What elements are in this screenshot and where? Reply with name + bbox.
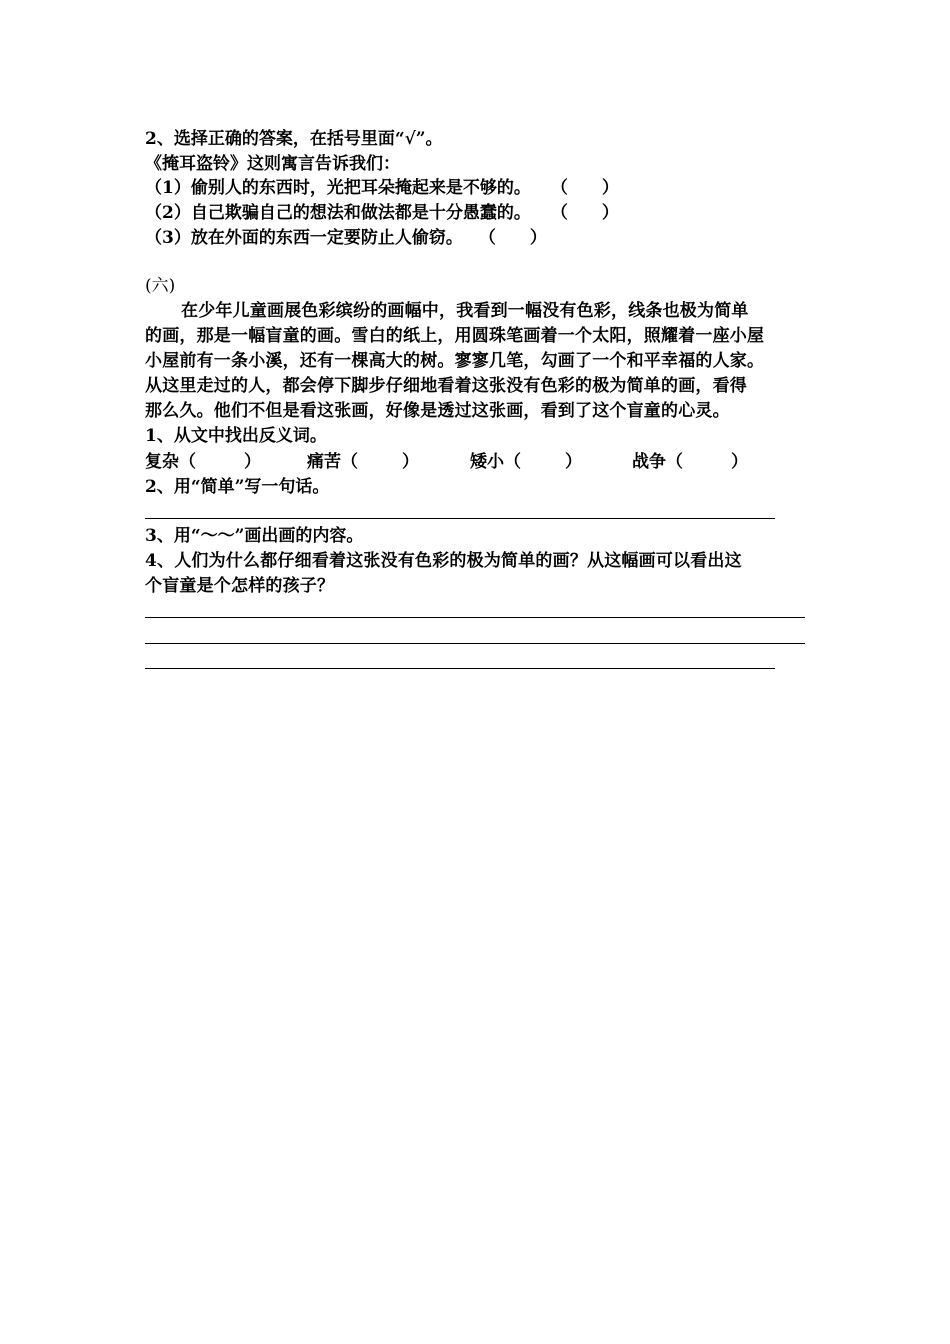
- option-2-paren[interactable]: （ ）: [550, 203, 619, 223]
- antonym-paren-close[interactable]: ）: [731, 452, 748, 472]
- antonym-item: [145, 451, 261, 473]
- passage-line-1: 在少年儿童画展色彩缤纷的画幅中，我看到一幅没有色彩，线条也极为简单: [181, 301, 749, 321]
- antonym-paren-open[interactable]: （: [504, 452, 521, 472]
- option-3: [145, 227, 547, 249]
- antonym-item: [307, 451, 419, 473]
- option-3-text: （3）放在外面的东西一定要防止人偷窃。: [145, 228, 463, 248]
- antonym-paren-close[interactable]: ）: [402, 452, 419, 472]
- antonym-word: 战争: [632, 452, 666, 472]
- option-2-text: （2）自己欺骗自己的想法和做法都是十分愚蠢的。: [145, 203, 531, 223]
- fable-line: 《掩耳盗铃》这则寓言告诉我们：: [145, 154, 400, 174]
- option-1-text: （1）偷别人的东西时，光把耳朵掩起来是不够的。: [145, 178, 531, 198]
- antonym-word: 复杂: [145, 452, 179, 472]
- q2-sentence-prompt: 2、用“简单”写一句话。: [145, 477, 330, 497]
- antonym-word: 痛苦: [307, 452, 341, 472]
- passage-line-4: 从这里走过的人，都会停下脚步仔细地看着这张没有色彩的极为简单的画，看得: [145, 376, 747, 396]
- passage-line-5: 那么久。他们不但是看这张画，好像是透过这张画，看到了这个盲童的心灵。: [145, 401, 730, 421]
- answer-line-q2[interactable]: [145, 518, 775, 519]
- antonym-paren-open[interactable]: （: [179, 452, 196, 472]
- q2-prompt: 2、选择正确的答案，在括号里面“√”。: [145, 129, 443, 149]
- antonym-paren-open[interactable]: （: [666, 452, 683, 472]
- antonym-item: [632, 451, 748, 473]
- passage-line-3: 小屋前有一条小溪，还有一棵高大的树。寥寥几笔，勾画了一个和平幸福的人家。: [145, 351, 765, 371]
- q4-prompt-line-1: 4、人们为什么都仔细看着这张没有色彩的极为简单的画？从这幅画可以看出这: [145, 551, 742, 571]
- option-1: [145, 177, 619, 199]
- answer-line-q4-1[interactable]: [145, 617, 805, 618]
- antonym-paren-close[interactable]: ）: [565, 452, 582, 472]
- antonym-paren-open[interactable]: （: [341, 452, 358, 472]
- answer-line-q4-2[interactable]: [145, 643, 805, 644]
- answer-line-q4-3[interactable]: [145, 668, 775, 669]
- antonym-paren-close[interactable]: ）: [244, 452, 261, 472]
- antonym-row: [145, 451, 785, 473]
- passage-line-2: 的画，那是一幅盲童的画。雪白的纸上，用圆珠笔画着一个太阳，照耀着一座小屋: [145, 326, 765, 346]
- q4-prompt-line-2: 个盲童是个怎样的孩子？: [145, 576, 335, 596]
- option-1-paren[interactable]: （ ）: [550, 178, 619, 198]
- option-3-paren[interactable]: （ ）: [478, 228, 547, 248]
- antonym-word: 矮小: [470, 452, 504, 472]
- section-heading: (六): [145, 276, 176, 296]
- antonym-item: [470, 451, 582, 473]
- option-2: [145, 202, 619, 224]
- q3-prompt: 3、用“～～”画出画的内容。: [145, 526, 364, 546]
- q1-antonyms-prompt: 1、从文中找出反义词。: [145, 426, 327, 446]
